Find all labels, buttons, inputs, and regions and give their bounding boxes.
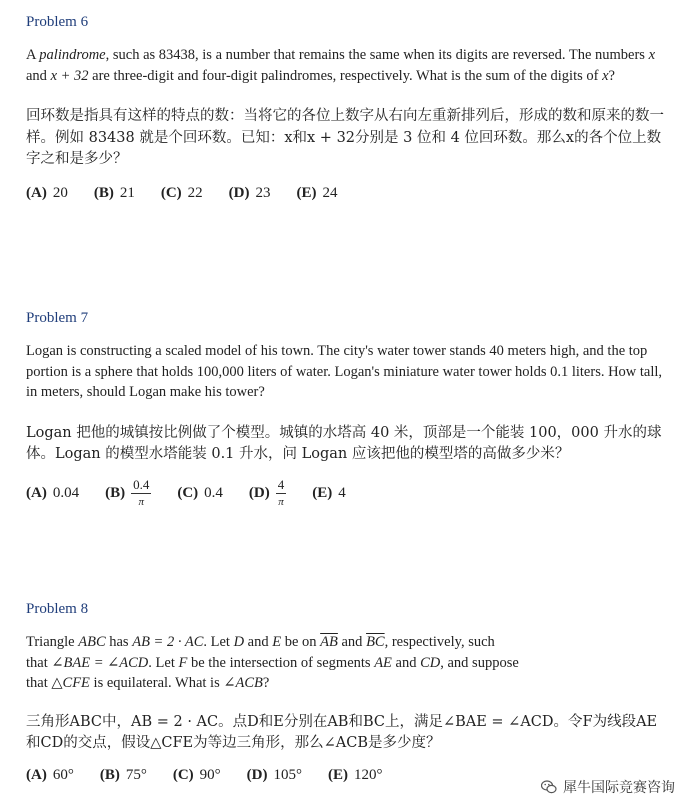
choice-c: (C) 22 (160, 184, 203, 201)
problem-title: Problem 8 (26, 601, 89, 617)
watermark-text: 犀牛国际竞赛咨询 (563, 780, 675, 796)
choice-b: (B) 75° (99, 766, 147, 783)
problem-6 (26, 14, 671, 202)
problem-statement-en: A palindrome, such as 83438, is a number that remains the same when its digits are reversed. The numbers x and x + 32 are three-digit and four-digit palindromes, respectively. What is the sum of the digits of x? (26, 47, 656, 84)
problem-title: Problem 6 (26, 14, 89, 30)
problem-7 (26, 310, 671, 509)
choice-c: (C) 0.4 (177, 484, 223, 501)
choice-e: (E) 24 (296, 184, 338, 201)
choice-a: (A) 0.04 (26, 484, 80, 501)
choice-d: (D) 23 (228, 184, 271, 201)
answer-choices (26, 478, 671, 509)
problem-statement-cn: Logan 把他的城镇按比例做了个模型。城镇的水塔高 40 米，顶部是一个能装 100，000 升水的球体。Logan 的模型水塔能装 0.1 升水，问 Logan 应该把他的模型塔的高做多少米？ (26, 424, 662, 462)
answer-choices (26, 185, 671, 202)
choice-d: (D) $\frac{4}{\pi}$ (248, 476, 285, 508)
choice-d: (D) 105° (246, 766, 302, 783)
choice-c: (C) 90° (172, 766, 221, 783)
choice-e: (E) 120° (327, 766, 383, 783)
problem-statement-en: Triangle ABC has AB = 2 · AC. Let D and E be on $\overline{AB}$ and $\overline{BC}$, respectively, such that ∠BAE = ∠ACD. Let F be the intersection of segments AE and CD, and suppose that △CFE is equilateral. What is ∠ACB? (26, 634, 519, 691)
watermark (541, 777, 675, 797)
problem-statement-cn: 三角形ABC中，AB = 2 · AC。点D和E分别在AB和BC上，满足∠BAE = ∠ACD。令F为线段AE和CD的交点，假设△CFE为等边三角形，那么∠ACB是多少度？ (26, 713, 658, 751)
choice-a: (A) 20 (26, 184, 68, 201)
choice-a: (A) 60° (26, 766, 74, 783)
fraction: $\frac{0.4}{\pi}$ (133, 476, 150, 508)
wechat-icon (541, 779, 557, 795)
problem-8 (26, 601, 671, 784)
problem-statement-en: Logan is constructing a scaled model of his town. The city's water tower stands 40 meters high, and the top portion is a sphere that holds 100,000 liters of water. Logan's miniature water tower holds 0.1 liters. How tall, in meters, should Logan make his tower? (26, 343, 663, 400)
fraction: $\frac{4}{\pi}$ (277, 476, 285, 508)
problem-title: Problem 7 (26, 310, 89, 326)
choice-e: (E) 4 (312, 484, 346, 501)
choice-b: (B) 21 (93, 184, 135, 201)
choice-b: (B) $\frac{0.4}{\pi}$ (105, 476, 150, 508)
problem-statement-cn: 回环数是指具有这样的特点的数：当将它的各位上数字从右向左重新排列后，形成的数和原来的数一样。例如 83438 就是个回环数。已知：x和x + 32分别是 3 位和 4 位回环数。那么x的各个位上数字之和是多少？ (26, 108, 664, 167)
